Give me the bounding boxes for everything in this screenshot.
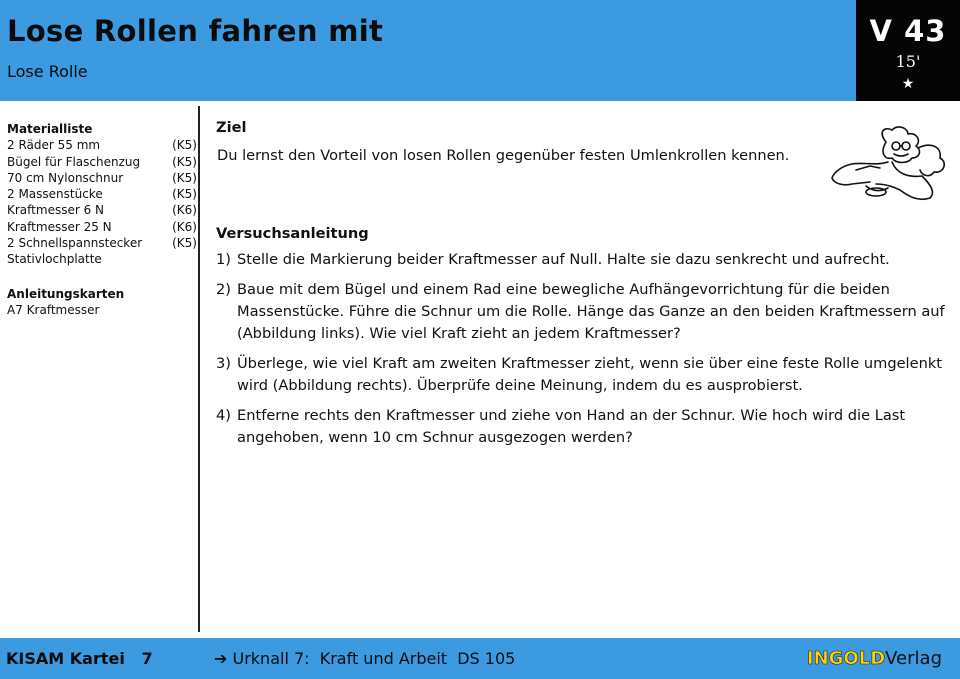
instruction-steps: [216, 249, 951, 449]
footer-bar: [0, 638, 960, 679]
card-code: V 43: [869, 14, 947, 48]
card-reference: A7 Kraftmesser: [7, 302, 100, 317]
card-subtitle: Lose Rolle: [7, 62, 88, 81]
header-bar: [0, 0, 856, 101]
instruction-step: 4) Entferne rechts den Kraftmesser und ziehe von Hand an der Schnur. Wie hoch wird die Last angehoben, wenn 10 cm Schnur ausgezogen werden?: [216, 407, 906, 446]
difficulty-star-icon: ★: [901, 76, 915, 92]
material-item: Stativlochplatte: [7, 252, 102, 267]
cards-heading: Anleitungskarten: [7, 286, 125, 301]
material-item: 2 Räder 55 mm (K5): [7, 138, 197, 153]
card-title: Lose Rollen fahren mit: [7, 14, 384, 48]
goal-heading: Ziel: [216, 119, 247, 136]
scientist-illustration-icon: [826, 126, 952, 206]
card-duration: 15': [895, 52, 921, 71]
sidebar: [7, 121, 197, 318]
material-item: 2 Massenstücke (K5): [7, 187, 197, 202]
series-label: KISAM Kartei 7: [6, 649, 153, 668]
column-divider: [198, 106, 200, 632]
instruction-step: 1) Stelle die Markierung beider Kraftmesser auf Null. Halte sie dazu senkrecht und aufrecht.: [216, 251, 890, 268]
instruction-step: 2) Baue mit dem Bügel und einem Rad eine bewegliche Aufhängevorrichtung für die beiden Massenstücke. Führe die Schnur um die Rolle. Hänge das Ganze an den beiden Kraftmessern auf (Abbildung links). Wie viel Kraft zieht an jedem Kraftmesser?: [216, 281, 945, 342]
cross-reference: ➔ Urknall 7: Kraft und Arbeit DS 105: [214, 649, 516, 668]
publisher-logo: INGOLDVerlag: [806, 648, 942, 669]
material-item: 70 cm Nylonschnur (K5): [7, 170, 197, 185]
material-item: Kraftmesser 6 N (K6): [7, 203, 197, 218]
materials-heading: Materialliste: [7, 122, 93, 136]
instructions-heading: Versuchsanleitung: [216, 225, 369, 242]
material-item: Bügel für Flaschenzug (K5): [7, 154, 197, 169]
material-item: Kraftmesser 25 N (K6): [7, 219, 197, 234]
goal-text: Du lernst den Vorteil von losen Rollen gegenüber festen Umlenkrollen kennen.: [217, 147, 790, 164]
instruction-step: 3) Überlege, wie viel Kraft am zweiten Kraftmesser zieht, wenn sie über eine feste Rolle umgelenkt wird (Abbildung rechts). Überprüfe deine Meinung, indem du es ausprobierst.: [216, 355, 943, 394]
material-item: 2 Schnellspannstecker (K5): [7, 236, 197, 251]
card-code-box: [856, 0, 960, 101]
